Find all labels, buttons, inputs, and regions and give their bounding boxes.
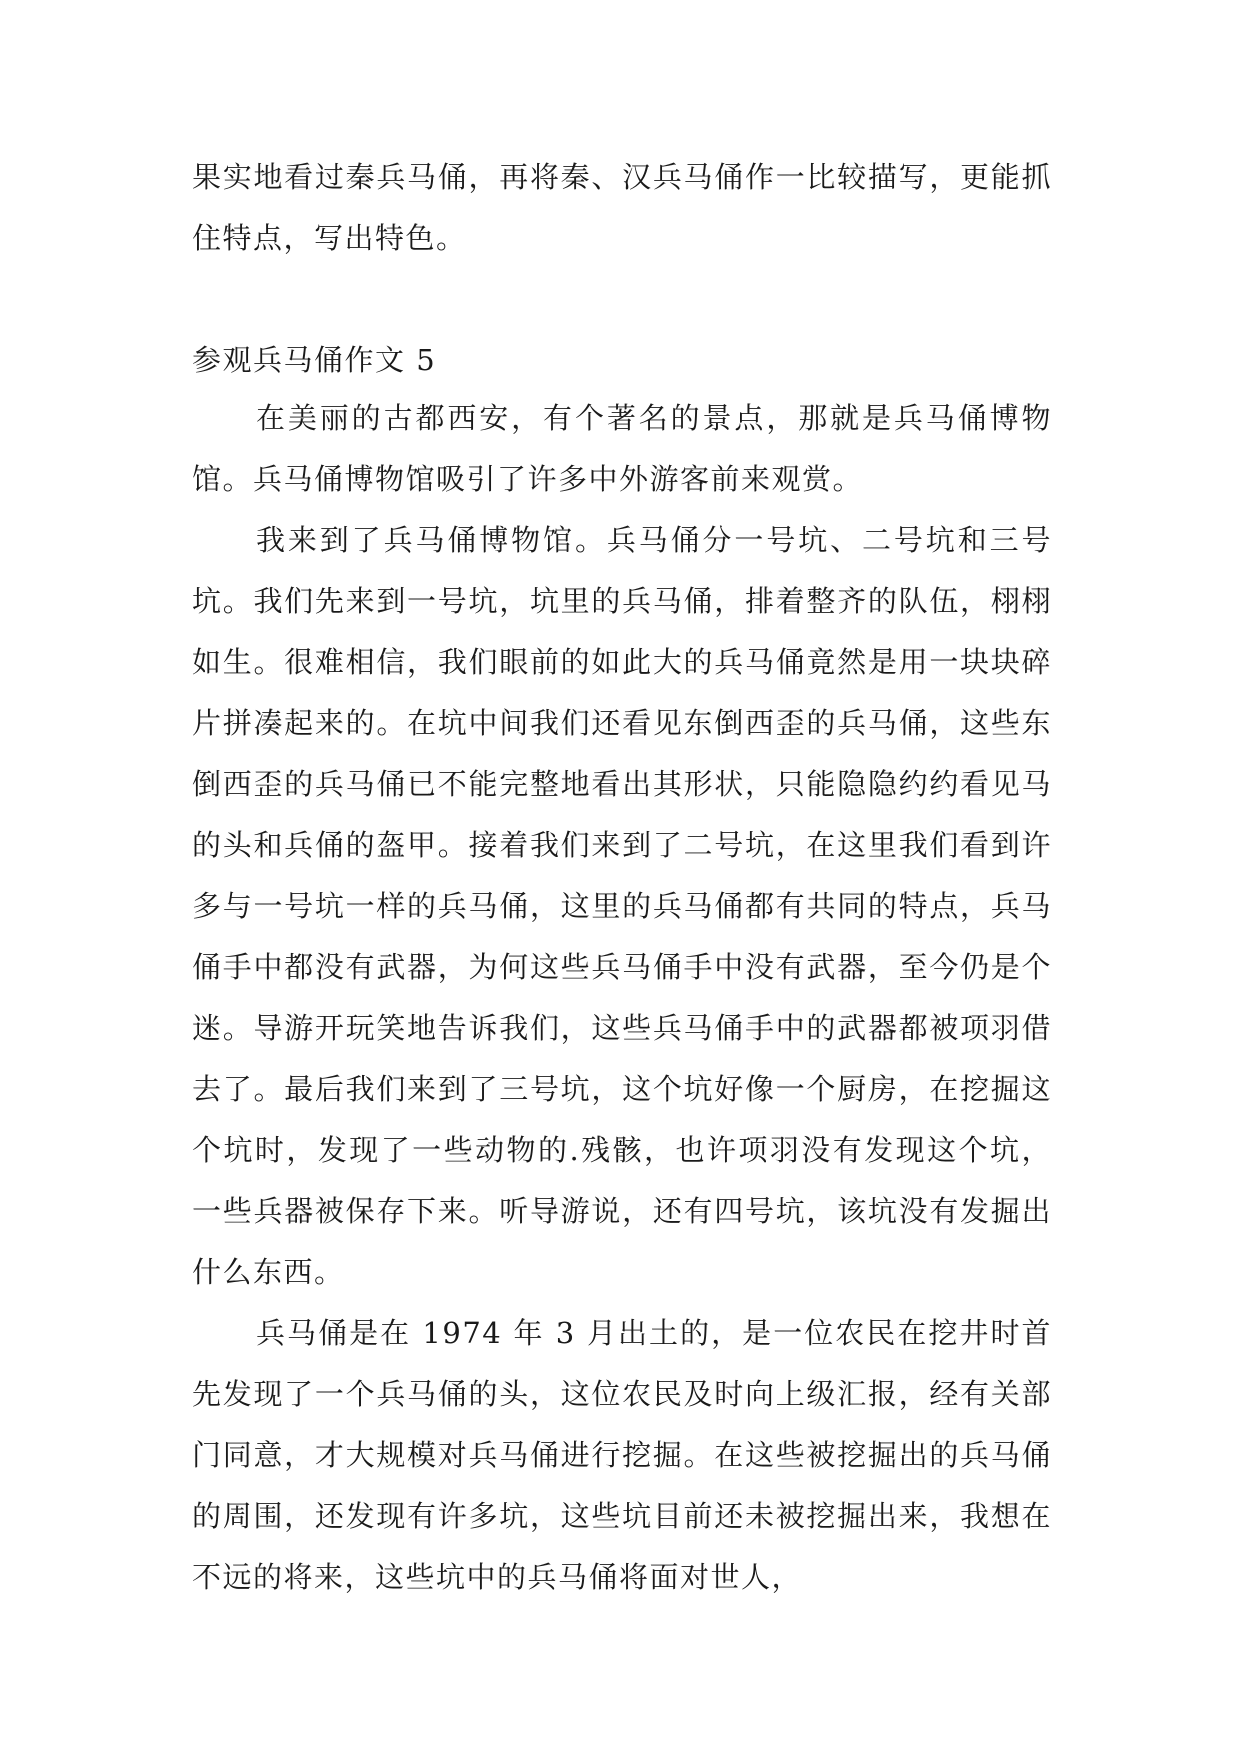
- continued-paragraph: 果实地看过秦兵马俑，再将秦、汉兵马俑作一比较描写，更能抓住特点，写出特色。: [192, 160, 1052, 255]
- paragraph-3: 兵马俑是在 1974 年 3 月出土的，是一位农民在挖井时首先发现了一个兵马俑的头，这位农民及时向上级汇报，经有关部门同意，才大规模对兵马俑进行挖掘。在这些被挖掘出的兵马俑的周围，还发现有许多坑，这些坑目前还未被挖掘出来，我想在不远的将来，这些坑中的兵马俑将面对世人，: [192, 1316, 1052, 1594]
- continued-text-block: [192, 147, 1052, 269]
- paragraph-2: 我来到了兵马俑博物馆。兵马俑分一号坑、二号坑和三号坑。我们先来到一号坑，坑里的兵马俑，排着整齐的队伍，栩栩如生。很难相信，我们眼前的如此大的兵马俑竟然是用一块块碎片拼凑起来的。在坑中间我们还看见东倒西歪的兵马俑，这些东倒西歪的兵马俑已不能完整地看出其形状，只能隐隐约约看见马的头和兵俑的盔甲。接着我们来到了二号坑，在这里我们看到许多与一号坑一样的兵马俑，这里的兵马俑都有共同的特点，兵马俑手中都没有武器，为何这些兵马俑手中没有武器，至今仍是个迷。导游开玩笑地告诉我们，这些兵马俑手中的武器都被项羽借去了。最后我们来到了三号坑，这个坑好像一个厨房，在挖掘这个坑时，发现了一些动物的.残骸，也许项羽没有发现这个坑，一些兵器被保存下来。听导游说，还有四号坑，该坑没有发掘出什么东西。: [192, 523, 1052, 1289]
- section-title: 参观兵马俑作文 5: [192, 343, 437, 377]
- essay-body: [192, 388, 1052, 1608]
- paragraph-1: 在美丽的古都西安，有个著名的景点，那就是兵马俑博物馆。兵马俑博物馆吸引了许多中外游客前来观赏。: [192, 401, 1052, 496]
